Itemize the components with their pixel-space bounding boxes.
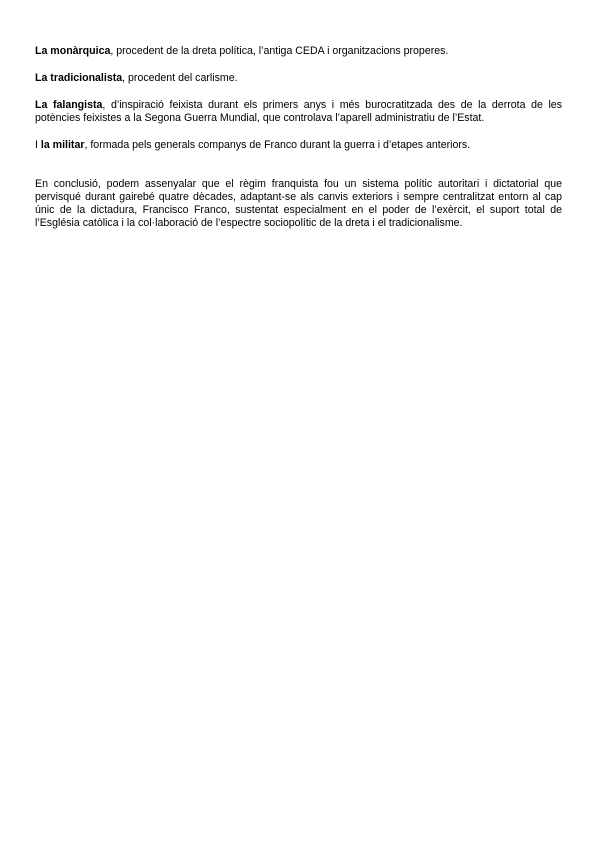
paragraph-bold-term: La falangista <box>35 98 103 111</box>
paragraph-militar <box>35 139 562 152</box>
paragraph-text: , d’inspiració feixista durant els primers anys i més burocratitzada des de la derrota de les potències feixistes a la Segona Guerra Mundial, que controlava l’aparell administratiu de l’Estat. <box>35 98 562 124</box>
paragraph-conclusion: En conclusió, podem assenyalar que el règim franquista fou un sistema polític autoritari i dictatorial que pervisqué durant gairebé quatre dècades, adaptant-se als canvis exteriors i sempre centralitzat entorn al cap únic de la dictadura, Francisco Franco, sustentat especialment en el poder de l’exèrcit, el suport total de l’Església catòlica i la col·laboració de l’espectre sociopolític de la dreta i el tradicionalisme. <box>35 177 562 230</box>
paragraph-lead: I <box>35 138 41 151</box>
paragraph-monarquica <box>35 45 562 58</box>
paragraph-bold-term: La tradicionalista <box>35 71 123 84</box>
document-page <box>35 45 562 231</box>
paragraph-falangista <box>35 99 562 125</box>
paragraph-text: , procedent de la dreta política, l’antiga CEDA i organitzacions properes. <box>110 45 449 57</box>
paragraph-text: , procedent del carlisme. <box>122 71 238 84</box>
paragraph-bold-term: La monàrquica <box>35 45 111 57</box>
paragraph-text: , formada pels generals companys de Franco durant la guerra i d’etapes anteriors. <box>84 138 471 151</box>
paragraph-tradicionalista <box>35 72 562 85</box>
paragraph-bold-term: la militar <box>40 138 85 151</box>
